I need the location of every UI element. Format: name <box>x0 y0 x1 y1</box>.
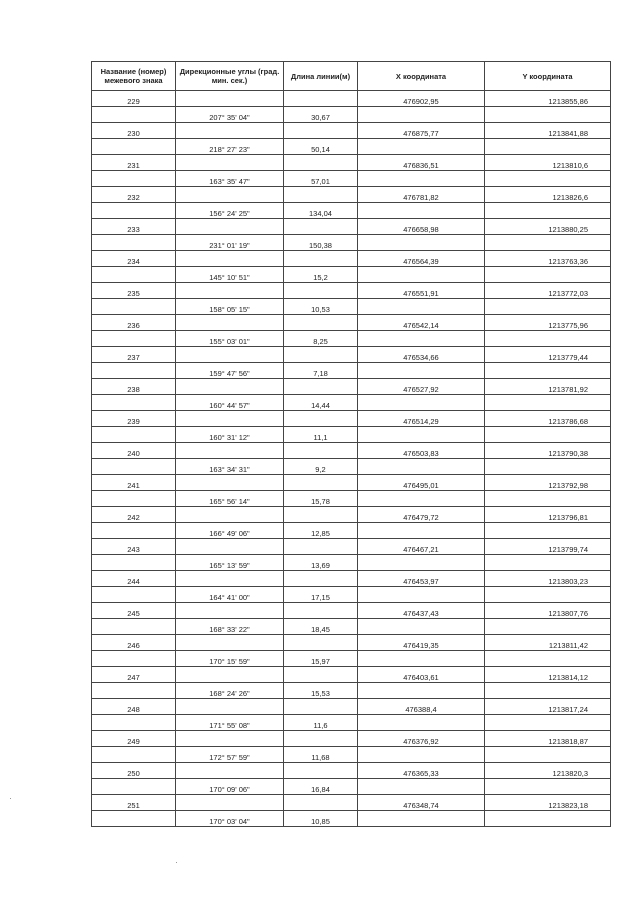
segment-row <box>92 779 611 795</box>
line-length-cell: 7,18 <box>284 363 358 379</box>
point-row <box>92 731 611 747</box>
empty-cell <box>485 235 611 251</box>
x-coordinate-cell: 476875,77 <box>358 123 485 139</box>
line-length-cell: 15,97 <box>284 651 358 667</box>
line-length-cell: 14,44 <box>284 395 358 411</box>
empty-cell <box>284 507 358 523</box>
direction-angle-cell: 170° 15' 59" <box>176 651 284 667</box>
line-length-cell: 11,6 <box>284 715 358 731</box>
empty-cell <box>176 667 284 683</box>
point-row <box>92 507 611 523</box>
empty-cell <box>485 427 611 443</box>
empty-cell <box>176 315 284 331</box>
segment-row <box>92 683 611 699</box>
direction-angle-cell: 171° 55' 08" <box>176 715 284 731</box>
empty-cell <box>358 587 485 603</box>
empty-cell <box>92 139 176 155</box>
empty-cell <box>485 139 611 155</box>
segment-row <box>92 619 611 635</box>
empty-cell <box>485 555 611 571</box>
marker-name-cell: 250 <box>92 763 176 779</box>
segment-row <box>92 395 611 411</box>
empty-cell <box>176 283 284 299</box>
empty-cell <box>358 235 485 251</box>
empty-cell <box>176 91 284 107</box>
empty-cell <box>284 443 358 459</box>
marker-name-cell: 244 <box>92 571 176 587</box>
point-row <box>92 155 611 171</box>
x-coordinate-cell: 476495,01 <box>358 475 485 491</box>
empty-cell <box>92 683 176 699</box>
point-row <box>92 699 611 715</box>
empty-cell <box>176 731 284 747</box>
x-coordinate-cell: 476467,21 <box>358 539 485 555</box>
empty-cell <box>284 763 358 779</box>
empty-cell <box>485 203 611 219</box>
scan-speck <box>10 798 11 799</box>
point-row <box>92 187 611 203</box>
x-coordinate-cell: 476781,82 <box>358 187 485 203</box>
line-length-cell: 10,53 <box>284 299 358 315</box>
line-length-cell: 8,25 <box>284 331 358 347</box>
marker-name-cell: 242 <box>92 507 176 523</box>
empty-cell <box>284 91 358 107</box>
empty-cell <box>176 507 284 523</box>
x-coordinate-cell: 476453,97 <box>358 571 485 587</box>
direction-angle-cell: 172° 57' 59" <box>176 747 284 763</box>
empty-cell <box>485 619 611 635</box>
empty-cell <box>92 299 176 315</box>
marker-name-cell: 231 <box>92 155 176 171</box>
y-coordinate-cell: 1213799,74 <box>485 539 611 555</box>
empty-cell <box>92 203 176 219</box>
point-row <box>92 251 611 267</box>
empty-cell <box>176 699 284 715</box>
direction-angle-cell: 155° 03' 01" <box>176 331 284 347</box>
y-coordinate-cell: 1213796,81 <box>485 507 611 523</box>
empty-cell <box>284 379 358 395</box>
empty-cell <box>284 571 358 587</box>
x-coordinate-cell: 476542,14 <box>358 315 485 331</box>
empty-cell <box>284 635 358 651</box>
y-coordinate-cell: 1213790,38 <box>485 443 611 459</box>
y-coordinate-cell: 1213772,03 <box>485 283 611 299</box>
direction-angle-cell: 165° 13' 59" <box>176 555 284 571</box>
point-row <box>92 411 611 427</box>
y-coordinate-cell: 1213823,18 <box>485 795 611 811</box>
empty-cell <box>92 235 176 251</box>
x-coordinate-cell: 476437,43 <box>358 603 485 619</box>
empty-cell <box>284 539 358 555</box>
x-coordinate-cell: 476658,98 <box>358 219 485 235</box>
point-row <box>92 571 611 587</box>
y-coordinate-cell: 1213781,92 <box>485 379 611 395</box>
direction-angle-cell: 168° 24' 26" <box>176 683 284 699</box>
empty-cell <box>284 123 358 139</box>
empty-cell <box>485 171 611 187</box>
segment-row <box>92 363 611 379</box>
empty-cell <box>358 491 485 507</box>
empty-cell <box>358 683 485 699</box>
marker-name-cell: 245 <box>92 603 176 619</box>
empty-cell <box>485 715 611 731</box>
y-coordinate-cell: 1213826,6 <box>485 187 611 203</box>
empty-cell <box>358 139 485 155</box>
empty-cell <box>176 155 284 171</box>
y-coordinate-cell: 1213818,87 <box>485 731 611 747</box>
empty-cell <box>176 411 284 427</box>
empty-cell <box>485 459 611 475</box>
segment-row <box>92 331 611 347</box>
y-coordinate-cell: 1213855,86 <box>485 91 611 107</box>
empty-cell <box>358 331 485 347</box>
y-coordinate-cell: 1213792,98 <box>485 475 611 491</box>
empty-cell <box>176 795 284 811</box>
empty-cell <box>485 363 611 379</box>
empty-cell <box>284 795 358 811</box>
empty-cell <box>92 587 176 603</box>
marker-name-cell: 249 <box>92 731 176 747</box>
empty-cell <box>485 779 611 795</box>
y-coordinate-cell: 1213775,96 <box>485 315 611 331</box>
segment-row <box>92 523 611 539</box>
empty-cell <box>485 107 611 123</box>
scan-speck <box>176 862 177 863</box>
table-body <box>92 91 611 827</box>
point-row <box>92 347 611 363</box>
x-coordinate-cell: 476503,83 <box>358 443 485 459</box>
segment-row <box>92 491 611 507</box>
empty-cell <box>176 251 284 267</box>
empty-cell <box>92 459 176 475</box>
segment-row <box>92 459 611 475</box>
x-coordinate-cell: 476551,91 <box>358 283 485 299</box>
y-coordinate-cell: 1213807,76 <box>485 603 611 619</box>
segment-row <box>92 555 611 571</box>
point-row <box>92 443 611 459</box>
direction-angle-cell: 166° 49' 06" <box>176 523 284 539</box>
marker-name-cell: 230 <box>92 123 176 139</box>
empty-cell <box>284 475 358 491</box>
empty-cell <box>485 811 611 827</box>
point-row <box>92 91 611 107</box>
empty-cell <box>92 811 176 827</box>
x-coordinate-cell: 476388,4 <box>358 699 485 715</box>
segment-row <box>92 747 611 763</box>
empty-cell <box>92 267 176 283</box>
empty-cell <box>358 747 485 763</box>
empty-cell <box>485 331 611 347</box>
empty-cell <box>358 395 485 411</box>
header-direction-angle: Дирекционные углы (град. мин. сек.) <box>176 62 284 91</box>
header-line-length: Длина линии(м) <box>284 62 358 91</box>
empty-cell <box>358 459 485 475</box>
header-y-coordinate: Y координата <box>485 62 611 91</box>
empty-cell <box>176 539 284 555</box>
empty-cell <box>284 411 358 427</box>
direction-angle-cell: 207° 35' 04" <box>176 107 284 123</box>
x-coordinate-cell: 476419,35 <box>358 635 485 651</box>
y-coordinate-cell: 1213811,42 <box>485 635 611 651</box>
point-row <box>92 603 611 619</box>
line-length-cell: 18,45 <box>284 619 358 635</box>
empty-cell <box>176 635 284 651</box>
segment-row <box>92 235 611 251</box>
empty-cell <box>176 475 284 491</box>
empty-cell <box>358 619 485 635</box>
empty-cell <box>358 363 485 379</box>
point-row <box>92 315 611 331</box>
empty-cell <box>358 715 485 731</box>
empty-cell <box>358 107 485 123</box>
empty-cell <box>284 315 358 331</box>
marker-name-cell: 237 <box>92 347 176 363</box>
empty-cell <box>358 203 485 219</box>
empty-cell <box>92 619 176 635</box>
empty-cell <box>92 331 176 347</box>
x-coordinate-cell: 476527,92 <box>358 379 485 395</box>
empty-cell <box>485 395 611 411</box>
x-coordinate-cell: 476902,95 <box>358 91 485 107</box>
line-length-cell: 11,68 <box>284 747 358 763</box>
direction-angle-cell: 156° 24' 25" <box>176 203 284 219</box>
direction-angle-cell: 158° 05' 15" <box>176 299 284 315</box>
line-length-cell: 15,78 <box>284 491 358 507</box>
empty-cell <box>92 523 176 539</box>
header-row <box>92 62 611 91</box>
point-row <box>92 123 611 139</box>
direction-angle-cell: 170° 03' 04" <box>176 811 284 827</box>
line-length-cell: 12,85 <box>284 523 358 539</box>
marker-name-cell: 236 <box>92 315 176 331</box>
empty-cell <box>358 779 485 795</box>
empty-cell <box>284 731 358 747</box>
direction-angle-cell: 160° 31' 12" <box>176 427 284 443</box>
empty-cell <box>92 747 176 763</box>
line-length-cell: 16,84 <box>284 779 358 795</box>
empty-cell <box>284 219 358 235</box>
line-length-cell: 10,85 <box>284 811 358 827</box>
empty-cell <box>284 347 358 363</box>
direction-angle-cell: 165° 56' 14" <box>176 491 284 507</box>
y-coordinate-cell: 1213817,24 <box>485 699 611 715</box>
empty-cell <box>284 667 358 683</box>
empty-cell <box>92 427 176 443</box>
direction-angle-cell: 170° 09' 06" <box>176 779 284 795</box>
marker-name-cell: 229 <box>92 91 176 107</box>
y-coordinate-cell: 1213786,68 <box>485 411 611 427</box>
empty-cell <box>284 699 358 715</box>
empty-cell <box>176 379 284 395</box>
point-row <box>92 283 611 299</box>
segment-row <box>92 651 611 667</box>
marker-name-cell: 243 <box>92 539 176 555</box>
y-coordinate-cell: 1213763,36 <box>485 251 611 267</box>
point-row <box>92 379 611 395</box>
marker-name-cell: 235 <box>92 283 176 299</box>
marker-name-cell: 251 <box>92 795 176 811</box>
empty-cell <box>92 107 176 123</box>
empty-cell <box>92 555 176 571</box>
line-length-cell: 9,2 <box>284 459 358 475</box>
marker-name-cell: 241 <box>92 475 176 491</box>
direction-angle-cell: 218° 27' 23" <box>176 139 284 155</box>
segment-row <box>92 811 611 827</box>
empty-cell <box>358 427 485 443</box>
empty-cell <box>92 491 176 507</box>
direction-angle-cell: 159° 47' 56" <box>176 363 284 379</box>
line-length-cell: 13,69 <box>284 555 358 571</box>
empty-cell <box>176 187 284 203</box>
empty-cell <box>92 651 176 667</box>
empty-cell <box>358 267 485 283</box>
marker-name-cell: 234 <box>92 251 176 267</box>
segment-row <box>92 107 611 123</box>
boundary-coordinates-table <box>91 61 611 827</box>
x-coordinate-cell: 476534,66 <box>358 347 485 363</box>
point-row <box>92 539 611 555</box>
line-length-cell: 15,2 <box>284 267 358 283</box>
segment-row <box>92 299 611 315</box>
y-coordinate-cell: 1213803,23 <box>485 571 611 587</box>
x-coordinate-cell: 476403,61 <box>358 667 485 683</box>
empty-cell <box>485 747 611 763</box>
x-coordinate-cell: 476365,33 <box>358 763 485 779</box>
point-row <box>92 635 611 651</box>
y-coordinate-cell: 1213779,44 <box>485 347 611 363</box>
y-coordinate-cell: 1213841,88 <box>485 123 611 139</box>
x-coordinate-cell: 476564,39 <box>358 251 485 267</box>
point-row <box>92 667 611 683</box>
x-coordinate-cell: 476479,72 <box>358 507 485 523</box>
x-coordinate-cell: 476348,74 <box>358 795 485 811</box>
segment-row <box>92 587 611 603</box>
segment-row <box>92 139 611 155</box>
segment-row <box>92 267 611 283</box>
empty-cell <box>358 555 485 571</box>
line-length-cell: 150,38 <box>284 235 358 251</box>
empty-cell <box>176 123 284 139</box>
marker-name-cell: 247 <box>92 667 176 683</box>
segment-row <box>92 715 611 731</box>
point-row <box>92 219 611 235</box>
empty-cell <box>358 811 485 827</box>
direction-angle-cell: 164° 41' 00" <box>176 587 284 603</box>
empty-cell <box>176 443 284 459</box>
direction-angle-cell: 231° 01' 19" <box>176 235 284 251</box>
empty-cell <box>358 299 485 315</box>
x-coordinate-cell: 476836,51 <box>358 155 485 171</box>
empty-cell <box>92 363 176 379</box>
line-length-cell: 11,1 <box>284 427 358 443</box>
empty-cell <box>485 587 611 603</box>
marker-name-cell: 239 <box>92 411 176 427</box>
empty-cell <box>485 299 611 315</box>
line-length-cell: 17,15 <box>284 587 358 603</box>
marker-name-cell: 232 <box>92 187 176 203</box>
empty-cell <box>485 491 611 507</box>
header-x-coordinate: X координата <box>358 62 485 91</box>
empty-cell <box>485 267 611 283</box>
line-length-cell: 15,53 <box>284 683 358 699</box>
direction-angle-cell: 163° 34' 31" <box>176 459 284 475</box>
empty-cell <box>284 187 358 203</box>
empty-cell <box>176 763 284 779</box>
empty-cell <box>176 347 284 363</box>
empty-cell <box>284 251 358 267</box>
line-length-cell: 50,14 <box>284 139 358 155</box>
line-length-cell: 30,67 <box>284 107 358 123</box>
direction-angle-cell: 168° 33' 22" <box>176 619 284 635</box>
segment-row <box>92 171 611 187</box>
direction-angle-cell: 160° 44' 57" <box>176 395 284 411</box>
empty-cell <box>176 571 284 587</box>
line-length-cell: 57,01 <box>284 171 358 187</box>
empty-cell <box>92 715 176 731</box>
marker-name-cell: 246 <box>92 635 176 651</box>
empty-cell <box>176 603 284 619</box>
empty-cell <box>485 651 611 667</box>
y-coordinate-cell: 1213880,25 <box>485 219 611 235</box>
segment-row <box>92 203 611 219</box>
segment-row <box>92 427 611 443</box>
table-header <box>92 62 611 91</box>
y-coordinate-cell: 1213810,6 <box>485 155 611 171</box>
empty-cell <box>485 683 611 699</box>
direction-angle-cell: 163° 35' 47" <box>176 171 284 187</box>
empty-cell <box>284 283 358 299</box>
x-coordinate-cell: 476376,92 <box>358 731 485 747</box>
x-coordinate-cell: 476514,29 <box>358 411 485 427</box>
empty-cell <box>284 155 358 171</box>
empty-cell <box>358 171 485 187</box>
line-length-cell: 134,04 <box>284 203 358 219</box>
empty-cell <box>176 219 284 235</box>
empty-cell <box>485 523 611 539</box>
empty-cell <box>284 603 358 619</box>
empty-cell <box>92 779 176 795</box>
marker-name-cell: 233 <box>92 219 176 235</box>
direction-angle-cell: 145° 10' 51" <box>176 267 284 283</box>
empty-cell <box>92 171 176 187</box>
marker-name-cell: 248 <box>92 699 176 715</box>
point-row <box>92 475 611 491</box>
empty-cell <box>92 395 176 411</box>
point-row <box>92 795 611 811</box>
y-coordinate-cell: 1213814,12 <box>485 667 611 683</box>
marker-name-cell: 240 <box>92 443 176 459</box>
point-row <box>92 763 611 779</box>
marker-name-cell: 238 <box>92 379 176 395</box>
empty-cell <box>358 523 485 539</box>
empty-cell <box>358 651 485 667</box>
header-marker-name: Название (номер) межевого знака <box>92 62 176 91</box>
y-coordinate-cell: 1213820,3 <box>485 763 611 779</box>
